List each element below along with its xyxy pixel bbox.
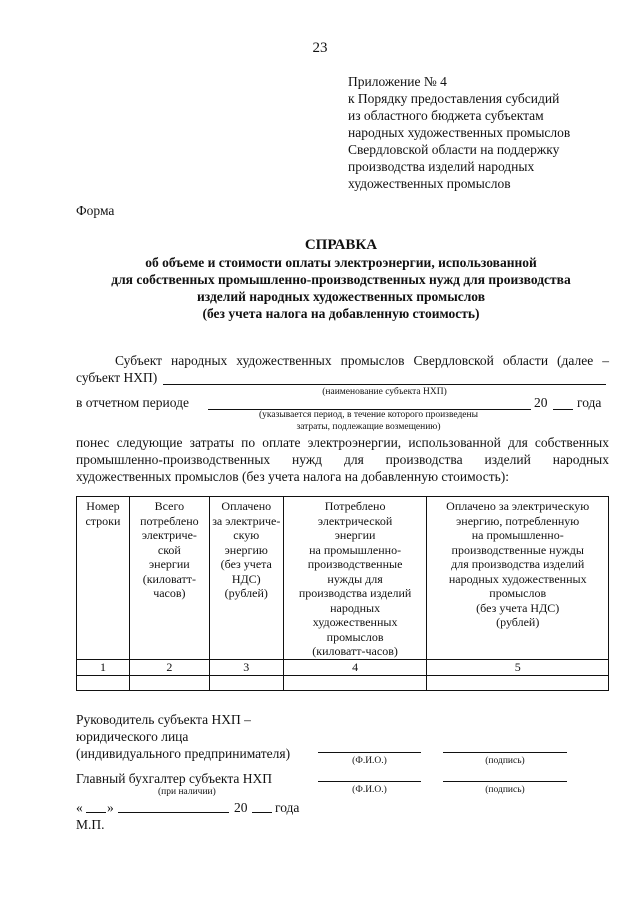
appendix-line: Приложение № 4 bbox=[348, 74, 447, 89]
intro-body-line: промышленно-производственных нужд для производства изделий народных bbox=[76, 452, 609, 467]
accountant-signature-hint: (подпись) bbox=[485, 785, 525, 795]
title-line: для собственных промышленно-производственных нужд для производства bbox=[111, 272, 571, 287]
table-cell[interactable] bbox=[77, 675, 130, 690]
column-number: 3 bbox=[209, 659, 283, 675]
header-cell-total-consumed: Всего потреблено электриче- ской энергии (киловатт- часов) bbox=[129, 497, 209, 660]
appendix-line: народных художественных промыслов bbox=[348, 125, 571, 140]
title-line: изделий народных художественных промыслов bbox=[196, 289, 485, 304]
period-hint: (указывается период, в течение которого произведены затраты, подлежащие возмещению) bbox=[259, 410, 478, 432]
subject-name-field[interactable] bbox=[163, 384, 606, 385]
header-cell-paid-for-production: Оплачено за электрическую энергию, потребленную на промышленно- производственные нужды для производства изделий народных художественных промыслов (без учета НДС) (рублей) bbox=[427, 497, 609, 660]
table-number-row bbox=[77, 659, 609, 675]
form-label: Форма bbox=[76, 203, 115, 218]
table-cell[interactable] bbox=[129, 675, 209, 690]
head-signature-hint: (подпись) bbox=[485, 756, 525, 766]
table-header-row bbox=[77, 497, 609, 660]
header-cell-row-number: Номер строки bbox=[77, 497, 130, 660]
data-table bbox=[76, 496, 609, 691]
table-cell[interactable] bbox=[209, 675, 283, 690]
period-year-suffix: года bbox=[577, 395, 602, 410]
head-fio-field[interactable] bbox=[318, 752, 421, 753]
accountant-fio-hint: (Ф.И.О.) bbox=[352, 785, 387, 795]
period-year-field[interactable] bbox=[553, 409, 573, 410]
column-number: 1 bbox=[77, 659, 130, 675]
column-number: 4 bbox=[283, 659, 427, 675]
period-prefix: в отчетном периоде bbox=[76, 395, 189, 410]
seal-label: М.П. bbox=[76, 817, 105, 832]
title-line: (без учета налога на добавленную стоимость) bbox=[202, 306, 480, 321]
accountant-signature-field[interactable] bbox=[443, 781, 567, 782]
date-year-suffix: года bbox=[275, 800, 300, 815]
header-cell-paid: Оплачено за электриче- скую энергию (без учета НДС) (рублей) bbox=[209, 497, 283, 660]
intro-body-line: понес следующие затраты по оплате электроэнергии, использованной для собственных bbox=[76, 435, 609, 450]
date-close-quote: » bbox=[107, 800, 114, 815]
table-cell[interactable] bbox=[427, 675, 609, 690]
header-cell-consumed-for-production: Потреблено электрической энергии на промышленно- производственные нужды для производства изделий народных художественных промыслов (киловатт-часов) bbox=[283, 497, 427, 660]
appendix-line: из областного бюджета субъектам bbox=[348, 108, 544, 123]
table-row[interactable] bbox=[77, 675, 609, 690]
intro-body-line: художественных промыслов (без учета налога на добавленную стоимость): bbox=[76, 469, 510, 484]
date-day-field[interactable] bbox=[86, 812, 106, 813]
appendix-line: Свердловской области на поддержку bbox=[348, 142, 560, 157]
date-year-field[interactable] bbox=[252, 812, 272, 813]
subject-name-hint: (наименование субъекта НХП) bbox=[322, 387, 447, 397]
head-fio-hint: (Ф.И.О.) bbox=[352, 756, 387, 766]
accountant-label: Главный бухгалтер субъекта НХП bbox=[76, 771, 272, 786]
intro-line-2-prefix: субъект НХП) bbox=[76, 370, 158, 385]
title-line: об объеме и стоимости оплаты электроэнергии, использованной bbox=[145, 255, 537, 270]
intro-line-1: Субъект народных художественных промыслов Свердловской области (далее – bbox=[115, 353, 609, 368]
date-open-quote: « bbox=[76, 800, 83, 815]
head-signature-field[interactable] bbox=[443, 752, 567, 753]
column-number: 5 bbox=[427, 659, 609, 675]
appendix-line: производства изделий народных bbox=[348, 159, 535, 174]
title-main: СПРАВКА bbox=[304, 237, 378, 253]
appendix-block bbox=[348, 73, 570, 192]
period-year-prefix: 20 bbox=[534, 395, 548, 410]
column-number: 2 bbox=[129, 659, 209, 675]
document-title bbox=[76, 236, 606, 322]
table-cell[interactable] bbox=[283, 675, 427, 690]
appendix-line: к Порядку предоставления субсидий bbox=[348, 91, 560, 106]
intro-body bbox=[76, 434, 609, 485]
head-signature-label: Руководитель субъекта НХП – юридического лица (индивидуального предпринимателя) bbox=[76, 712, 291, 761]
if-any-hint: (при наличии) bbox=[158, 787, 216, 797]
page-number: 23 bbox=[312, 40, 328, 56]
date-year-prefix: 20 bbox=[234, 800, 248, 815]
date-month-field[interactable] bbox=[118, 812, 229, 813]
appendix-line: художественных промыслов bbox=[348, 176, 511, 191]
accountant-fio-field[interactable] bbox=[318, 781, 421, 782]
